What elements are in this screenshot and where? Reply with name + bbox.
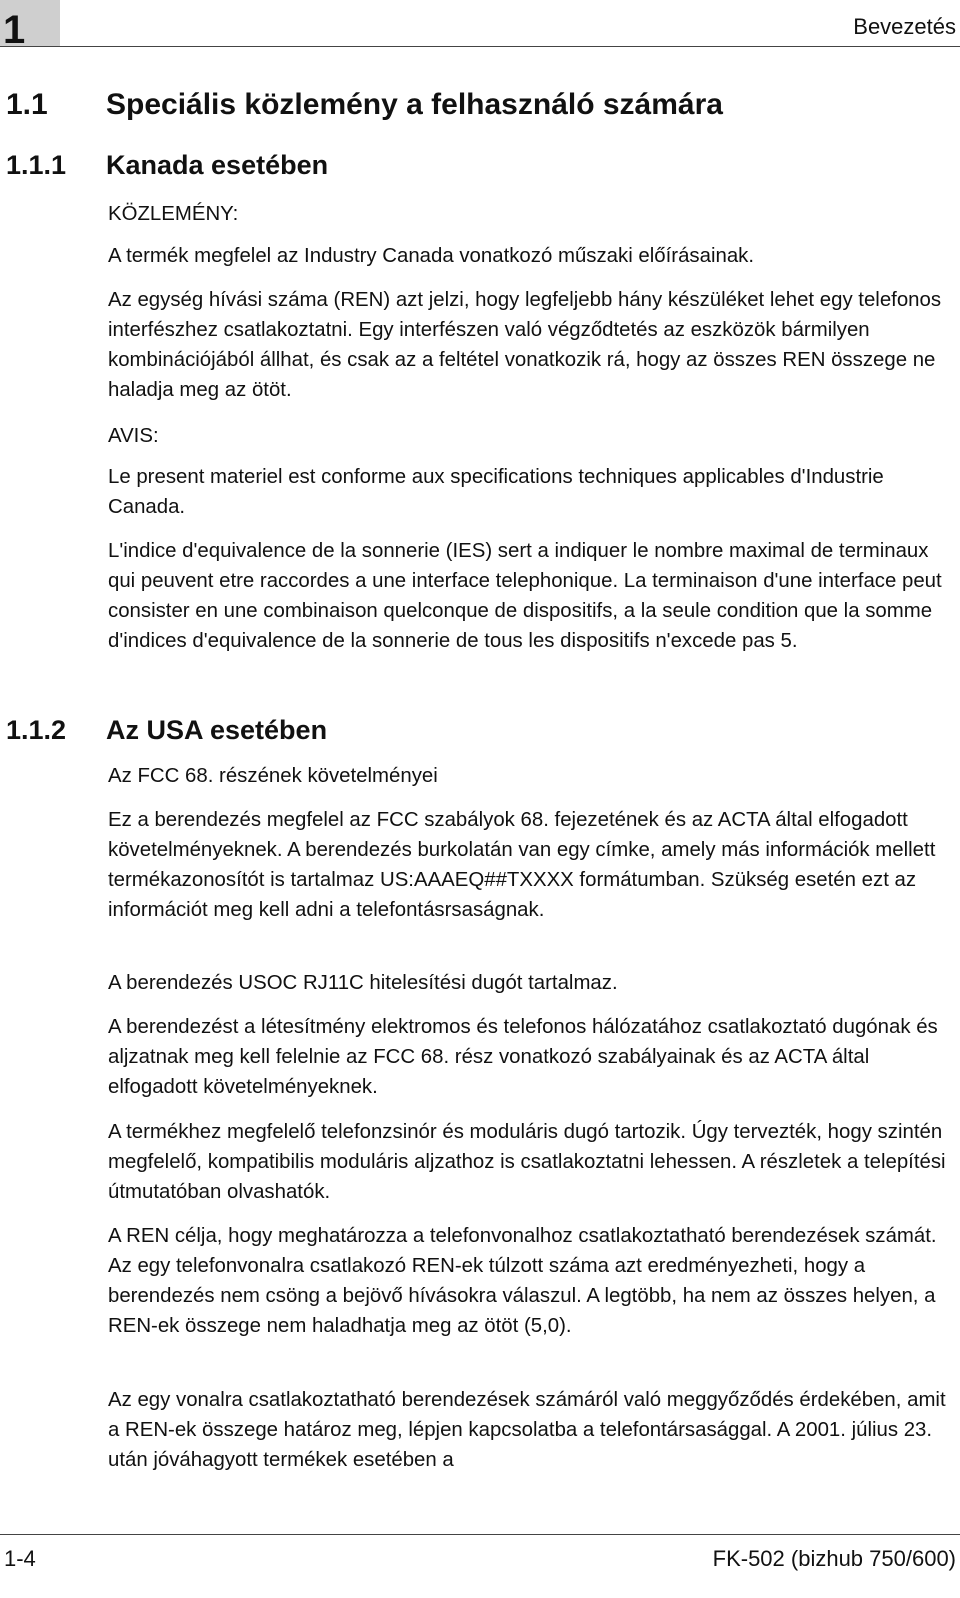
subsection-number: 1.1.2 <box>6 715 67 745</box>
subsection-title: Kanada esetében <box>106 150 329 180</box>
product-name: FK-502 (bizhub 750/600) <box>712 1546 956 1571</box>
section-number: 1.1 <box>6 88 48 121</box>
chapter-title: Bevezetés <box>853 14 956 39</box>
paragraph: A REN célja, hogy meghatározza a telefonvonalhoz csatlakoztatható berendezések számát. Az egy telefonvonalra csatlakozó REN-ek túlzott száma azt eredményezheti, hogy a berendezés nem csöng a bejövő hívásokra válaszul. A legtöbb, ha nem az összes helyen, a REN-ek összege nem haladhatja meg az ötöt (5,0). <box>108 1225 937 1337</box>
paragraph: A berendezést a létesítmény elektromos és telefonos hálózatához csatlakoztató dugónak és aljzatnak meg kell felelnie az FCC 68. rész vonatkozó szabályainak és az ACTA által elfogadott követelményeknek. <box>108 1016 938 1098</box>
paragraph: A berendezés USOC RJ11C hitelesítési dugót tartalmaz. <box>108 972 618 994</box>
paragraph: KÖZLEMÉNY: <box>108 203 239 225</box>
paragraph: L'indice d'equivalence de la sonnerie (IES) sert a indiquer le nombre maximal de terminaux qui peuvent etre raccordes a une interface telephonique. La terminaison d'une interface peut consister en une combinaison quelconque de dispositifs, a la seule condition que la somme d'indices d'equivalence de la sonnerie de tous les dispositifs n'excede pas 5. <box>108 540 942 652</box>
paragraph: AVIS: <box>108 425 159 447</box>
paragraph: A termék megfelel az Industry Canada vonatkozó műszaki előírásainak. <box>108 245 755 267</box>
paragraph: Ez a berendezés megfelel az FCC szabályok 68. fejezetének és az ACTA által elfogadott követelményeknek. A berendezés burkolatán van egy címke, amely más információk mellett termékazonosítót is tartalmaz US:AAAEQ##TXXXX formátumban. Szükség esetén ezt az információt meg kell adni a telefontásrsaságnak. <box>108 809 936 921</box>
section-title: Speciális közlemény a felhasználó számára <box>106 88 723 121</box>
footer-divider <box>0 1534 960 1535</box>
paragraph: Az egy vonalra csatlakoztatható berendezések számáról való meggyőződés érdekében, amit a REN-ek összege határoz meg, lépjen kapcsolatba a telefontársasággal. A 2001. július 23. után jóváhagyott termékek esetében a <box>108 1389 946 1471</box>
subsection-title: Az USA esetében <box>106 715 328 745</box>
section-heading <box>6 88 723 122</box>
subsection-heading-usa <box>6 715 327 746</box>
paragraph: Le present materiel est conforme aux specifications techniques applicables d'Industrie Canada. <box>108 466 884 518</box>
paragraph: Az egység hívási száma (REN) azt jelzi, hogy legfeljebb hány készüléket lehet egy telefonos interfészhez csatlakoztatni. Egy interfészen való végződtetés az eszközök bármilyen kombinációjából állhat, és csak az a feltétel vonatkozik rá, hogy az összes REN összege ne haladja meg az ötöt. <box>108 289 942 401</box>
page-number: 1-4 <box>4 1546 36 1571</box>
header-divider <box>0 46 960 47</box>
subsection-heading-canada <box>6 150 328 181</box>
paragraph: A termékhez megfelelő telefonzsinór és moduláris dugó tartozik. Úgy tervezték, hogy szintén megfelelő, kompatibilis moduláris aljzathoz is csatlakoztatni lehessen. A részletek a telepítési útmutatóban olvashatók. <box>108 1121 946 1203</box>
paragraph: Az FCC 68. részének követelményei <box>108 765 438 787</box>
chapter-number: 1 <box>3 8 26 52</box>
subsection-number: 1.1.1 <box>6 150 67 180</box>
